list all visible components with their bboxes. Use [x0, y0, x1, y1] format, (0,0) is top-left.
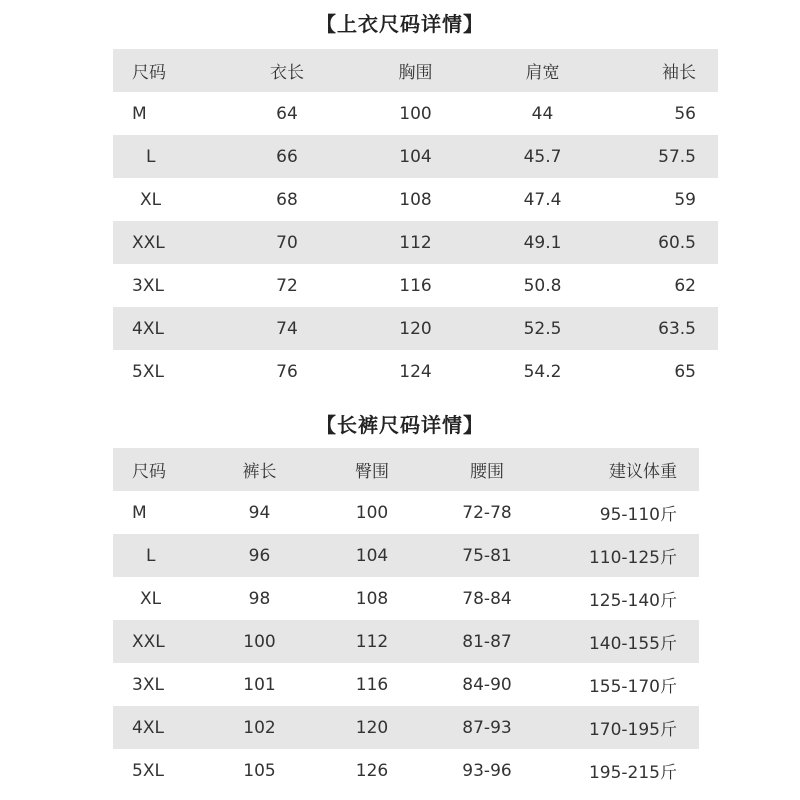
table-cell: 59	[674, 189, 696, 210]
table-cell: 94	[248, 502, 271, 523]
size-cell: 5XL	[132, 760, 164, 781]
size-cell: L	[113, 534, 202, 577]
table-cell: 112	[317, 620, 427, 663]
table-row	[113, 135, 718, 178]
table-cell: 75-81	[427, 534, 547, 577]
table-cell: 87-93	[427, 706, 547, 749]
table-cell: 95-110斤	[599, 505, 677, 525]
table-cell: 98	[248, 588, 271, 609]
table-cell: 57.5	[606, 135, 718, 178]
header-pants-length: 裤长	[202, 448, 317, 491]
top-header-row	[113, 49, 718, 92]
table-cell: 63.5	[606, 307, 718, 350]
table-cell: 155-170斤	[588, 677, 677, 697]
table-cell: 68	[276, 189, 298, 210]
table-row	[113, 264, 718, 307]
table-cell: 78-84	[462, 588, 512, 609]
size-cell: 4XL	[113, 307, 222, 350]
table-cell: 50.8	[523, 275, 562, 296]
table-cell: 74	[222, 307, 352, 350]
table-cell: 100	[399, 103, 432, 124]
table-cell: 54.2	[523, 361, 562, 382]
table-cell: 101	[243, 674, 276, 695]
size-cell: 3XL	[132, 674, 164, 695]
table-row	[113, 350, 718, 393]
header-sleeve: 袖长	[606, 49, 718, 92]
top-table-title: 【上衣尺码详情】	[316, 12, 484, 36]
table-cell: 104	[317, 534, 427, 577]
table-cell: 64	[276, 103, 298, 124]
table-cell: 195-215斤	[588, 763, 677, 783]
size-cell: 4XL	[113, 706, 202, 749]
top-size-table	[113, 49, 718, 393]
table-cell: 120	[352, 307, 479, 350]
bottom-table-title: 【长裤尺码详情】	[316, 413, 484, 437]
table-cell: 116	[399, 275, 432, 296]
size-cell: XXL	[113, 620, 202, 663]
table-row	[113, 491, 699, 534]
table-cell: 105	[243, 760, 276, 781]
table-cell: 96	[202, 534, 317, 577]
table-row	[113, 178, 718, 221]
bottom-header-row	[113, 448, 699, 491]
table-cell: 93-96	[462, 760, 512, 781]
size-cell: 3XL	[132, 275, 164, 296]
table-row	[113, 534, 699, 577]
size-cell: XL	[140, 189, 162, 210]
header-suggested-weight: 建议体重	[547, 448, 699, 491]
table-cell: 52.5	[479, 307, 606, 350]
table-cell: 110-125斤	[547, 534, 699, 577]
table-cell: 72	[276, 275, 298, 296]
table-cell: 120	[317, 706, 427, 749]
bottom-size-table	[113, 448, 699, 792]
header-size: 尺码	[113, 49, 222, 92]
table-cell: 47.4	[523, 189, 562, 210]
table-cell: 140-155斤	[547, 620, 699, 663]
table-cell: 72-78	[462, 502, 512, 523]
table-row	[113, 221, 718, 264]
table-cell: 76	[276, 361, 298, 382]
size-cell: XL	[140, 588, 162, 609]
table-row	[113, 749, 699, 792]
table-cell: 100	[355, 502, 389, 523]
table-cell: 70	[222, 221, 352, 264]
table-cell: 124	[399, 361, 432, 382]
table-cell: 108	[355, 588, 389, 609]
table-cell: 112	[352, 221, 479, 264]
table-cell: 44	[531, 103, 554, 124]
size-cell: XXL	[113, 221, 222, 264]
header-shoulder: 肩宽	[479, 49, 606, 92]
table-row	[113, 620, 699, 663]
size-cell: 5XL	[132, 361, 164, 382]
table-cell: 100	[202, 620, 317, 663]
size-cell: M	[132, 103, 147, 124]
table-cell: 104	[352, 135, 479, 178]
header-hip: 臀围	[317, 448, 427, 491]
table-cell: 116	[355, 674, 389, 695]
header-length: 衣长	[222, 49, 352, 92]
header-chest: 胸围	[352, 49, 479, 92]
table-cell: 65	[674, 361, 696, 382]
table-row	[113, 706, 699, 749]
table-cell: 49.1	[479, 221, 606, 264]
table-row	[113, 92, 718, 135]
table-row	[113, 577, 699, 620]
table-cell: 126	[355, 760, 389, 781]
table-cell: 60.5	[606, 221, 718, 264]
size-cell: L	[113, 135, 222, 178]
table-cell: 56	[674, 103, 696, 124]
table-cell: 84-90	[462, 674, 512, 695]
table-cell: 62	[674, 275, 696, 296]
table-cell: 66	[222, 135, 352, 178]
table-row	[113, 307, 718, 350]
table-cell: 45.7	[479, 135, 606, 178]
header-waist: 腰围	[427, 448, 547, 491]
size-cell: M	[132, 502, 147, 523]
table-cell: 125-140斤	[588, 591, 677, 611]
table-cell: 81-87	[427, 620, 547, 663]
table-cell: 108	[399, 189, 432, 210]
table-cell: 102	[202, 706, 317, 749]
table-cell: 170-195斤	[547, 706, 699, 749]
table-row	[113, 663, 699, 706]
header-size: 尺码	[113, 448, 202, 491]
